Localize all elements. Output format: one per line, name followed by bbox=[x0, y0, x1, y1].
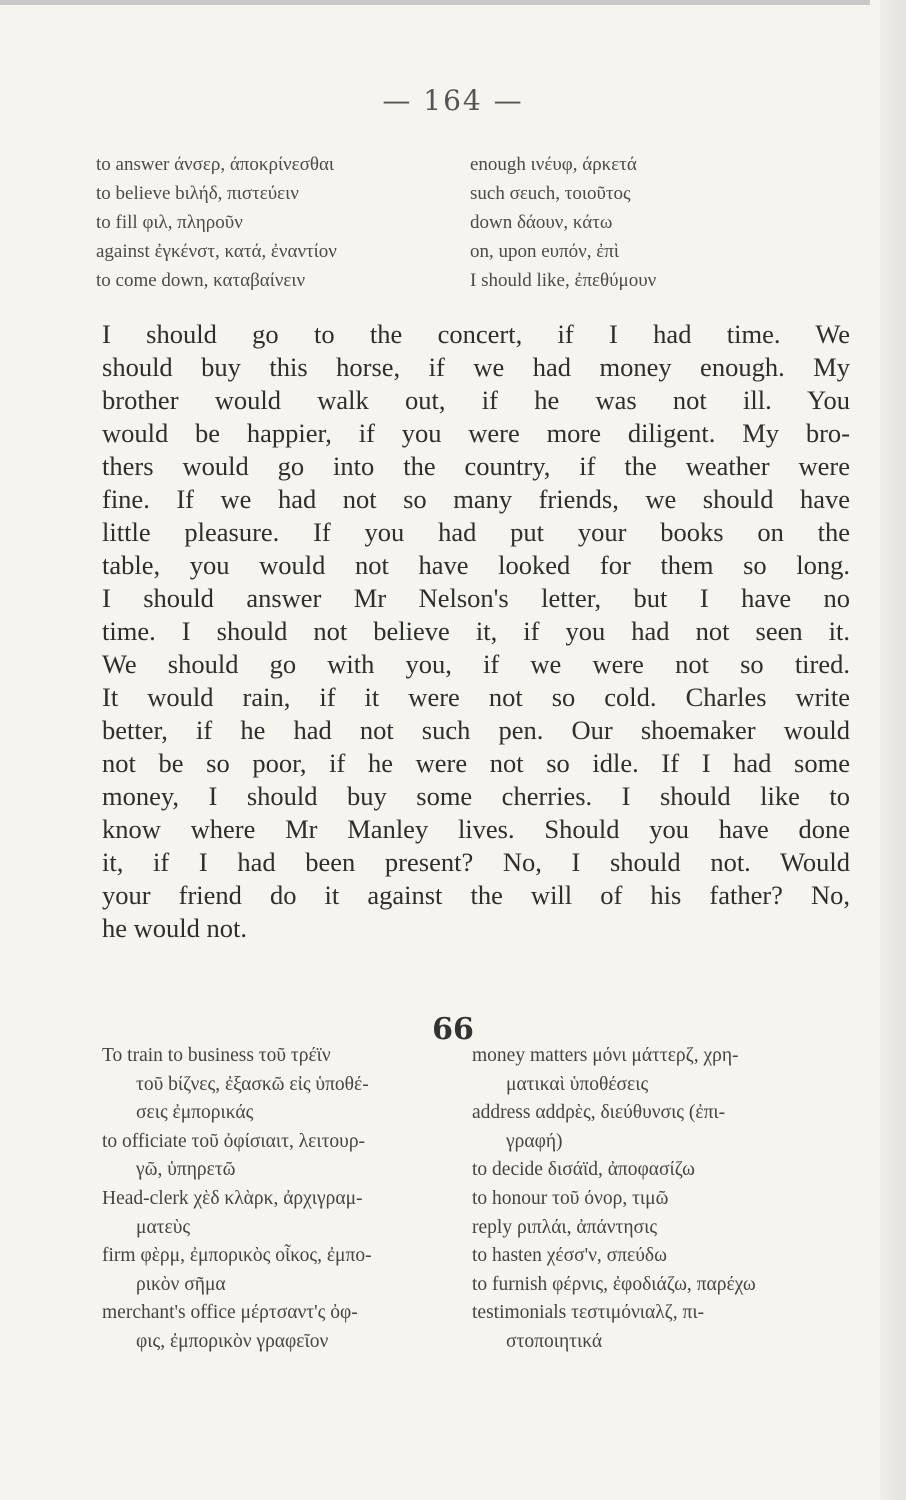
vocab-entry-line: money matters μόνι μάττερζ, χρη- bbox=[472, 1045, 739, 1066]
section-number: 66 bbox=[432, 1012, 474, 1047]
vocab-entry-continuation: σεις ἐμπορικάς bbox=[136, 1102, 254, 1124]
exercise-line: it, if I had been present? No, I should not. Would bbox=[102, 847, 850, 877]
vocab-entry-line: merchant's office μέρτσαντ'ς ὀφ- bbox=[102, 1302, 358, 1324]
exercise-line: I should go to the concert, if I had time. We bbox=[102, 319, 850, 349]
exercise-line: fine. If we had not so many friends, we should have bbox=[102, 484, 850, 514]
exercise-line: thers would go into the country, if the weather were bbox=[102, 451, 850, 481]
vocab-entry: to answer άνσερ, άποκρίνεσθαι bbox=[96, 154, 335, 175]
vocab-entry-line: to honour τοῦ όνορ, τιμῶ bbox=[472, 1187, 669, 1209]
vocab-entry: such σεuch, τοιοῦτος bbox=[470, 183, 631, 204]
vocab-entry: enough ινέυφ, άρκετά bbox=[470, 154, 637, 175]
vocab-entry-line: Head-clerk χὲδ κλὰρκ, ἀρχιγραμ- bbox=[102, 1187, 363, 1209]
vocab-entry bbox=[472, 1099, 832, 1156]
vocab-entry-continuation: φις, ἐμπορικὸν γραφεῖον bbox=[136, 1330, 329, 1352]
vocab-entry: down δάουν, κάτω bbox=[470, 212, 613, 233]
exercise-line: table, you would not have looked for them so long. bbox=[102, 550, 850, 580]
vocab-entry-line: firm φὲρμ, ἐμπορικὸς οἶκος, ἐμπο- bbox=[102, 1245, 372, 1267]
exercise-line: should buy this horse, if we had money enough. My bbox=[102, 352, 850, 382]
top-edge-rule bbox=[0, 0, 870, 5]
exercise-line: money, I should buy some cherries. I should like to bbox=[102, 781, 850, 811]
vocab-entry bbox=[472, 1299, 832, 1356]
vocab-entry: to fill φιλ, πληροῦν bbox=[96, 212, 243, 233]
exercise-line: he would not. bbox=[102, 913, 247, 943]
exercise-line: better, if he had not such pen. Our shoemaker would bbox=[102, 715, 850, 745]
vocab-entry bbox=[472, 1156, 832, 1185]
exercise-line: know where Mr Manley lives. Should you have done bbox=[102, 814, 850, 844]
vocab-entry: against ἐγκένστ, κατά, ἐναντίον bbox=[96, 241, 337, 262]
vocab-top-right-column bbox=[470, 150, 770, 295]
vocab-entry bbox=[102, 1242, 462, 1299]
vocab-entry bbox=[472, 1042, 832, 1099]
vocab-entry-line: to decide δισάϊd, ἀποφασίζω bbox=[472, 1159, 695, 1181]
exercise-line: time. I should not believe it, if you had not seen it. bbox=[102, 616, 850, 646]
exercise-line: It would rain, if it were not so cold. Charles write bbox=[102, 682, 850, 712]
vocab-entry-line: To train to business τοῦ τρέϊν bbox=[102, 1045, 331, 1066]
vocab-entry-line: to furnish φέρνις, ἐφοδιάζω, παρέχω bbox=[472, 1273, 756, 1295]
vocab-entry-continuation: γῶ, ὑπηρετῶ bbox=[136, 1159, 236, 1181]
vocab-entry bbox=[102, 1299, 462, 1356]
exercise-paragraph bbox=[102, 318, 850, 945]
vocab-entry-line: to officiate τοῦ ὀφίσιαιτ, λειτουρ- bbox=[102, 1130, 366, 1152]
vocab-entry-line: reply ριπλάι, ἀπάντησις bbox=[472, 1216, 658, 1238]
vocab-entry-continuation: στοποιητικά bbox=[506, 1330, 603, 1352]
exercise-line: little pleasure. If you had put your books on the bbox=[102, 517, 850, 547]
vocab-entry bbox=[102, 1042, 462, 1128]
vocab-top-left-column bbox=[96, 150, 456, 295]
vocab-entry bbox=[472, 1242, 832, 1271]
page-edge bbox=[880, 0, 906, 1500]
vocab-entry-continuation: γραφή) bbox=[506, 1130, 563, 1152]
exercise-line: your friend do it against the will of his father? No, bbox=[102, 880, 850, 910]
vocab-entry: to believe bιλήδ, πιστεύειν bbox=[96, 183, 299, 204]
vocab-entry: I should like, ἐπεθύμουν bbox=[470, 270, 657, 291]
vocab-entry bbox=[102, 1185, 462, 1242]
vocab-entry-line: testimonials τεστιμόνιαλζ, πι- bbox=[472, 1302, 705, 1324]
exercise-line: brother would walk out, if he was not ill. You bbox=[102, 385, 850, 415]
vocab-entry bbox=[102, 1128, 462, 1185]
exercise-line: I should answer Mr Nelson's letter, but I have no bbox=[102, 583, 850, 613]
vocab-entry bbox=[472, 1185, 832, 1214]
vocab-bottom-right-column bbox=[472, 1042, 832, 1357]
exercise-line: We should go with you, if we were not so tired. bbox=[102, 649, 850, 679]
page-number: — 164 — bbox=[382, 84, 524, 117]
exercise-line: not be so poor, if he were not so idle. If I had some bbox=[102, 748, 850, 778]
vocab-entry-continuation: ρικὸν σῆμα bbox=[136, 1273, 226, 1295]
vocab-entry-continuation: τοῦ bίζνες, ἐξασκῶ εἰς ὑποθέ- bbox=[136, 1073, 369, 1095]
vocab-entry bbox=[472, 1214, 832, 1243]
vocab-entry bbox=[472, 1271, 832, 1300]
vocab-entry: to come down, καταβαίνειν bbox=[96, 270, 306, 291]
vocab-entry: on, upon eυπόν, ἐπὶ bbox=[470, 241, 619, 262]
exercise-line: would be happier, if you were more diligent. My bro- bbox=[102, 418, 850, 448]
vocab-entry-line: address αddρὲς, διεύθυνσις (ἐπι- bbox=[472, 1102, 726, 1124]
vocab-entry-continuation: ματικαὶ ὑποθέσεις bbox=[506, 1073, 649, 1095]
vocab-bottom-left-column bbox=[102, 1042, 462, 1357]
vocab-entry-line: to hasten χέσσ'ν, σπεύδω bbox=[472, 1245, 667, 1267]
vocab-entry-continuation: ματεὺς bbox=[136, 1216, 191, 1238]
